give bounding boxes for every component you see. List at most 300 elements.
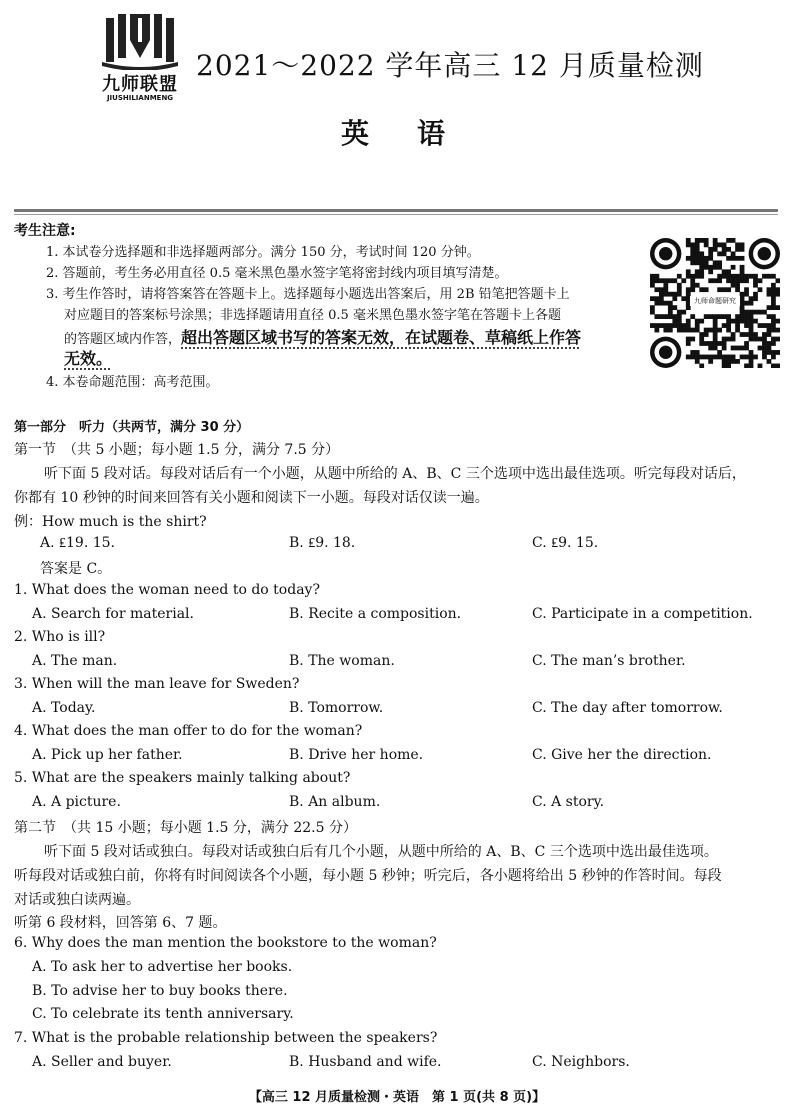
notice-item-1: 1. 本试卷分选择题和非选择题两部分。满分 150 分，考试时间 120 分钟。: [46, 245, 480, 260]
qr-module: [713, 346, 718, 351]
qr-module: [735, 328, 740, 333]
qr-module: [735, 242, 740, 247]
question-5: 5. What are the speakers mainly talking about?: [14, 770, 351, 786]
qr-module: [735, 319, 740, 324]
qr-module: [695, 251, 700, 256]
notice-item-3: 3. 考生作答时，请将答案答在答题卡上。选择题每小题选出答案后，用 2B 铅笔把答题卡上: [46, 287, 570, 302]
section1-intro-1: 听下面 5 段对话。每段对话后有一个小题，从题中所给的 A、B、C 三个选项中选出最佳选项。听完每段对话后，: [44, 466, 746, 482]
qr-module: [708, 256, 713, 261]
qr-module: [672, 314, 677, 319]
qr-module: [713, 341, 718, 346]
qr-module: [672, 305, 677, 310]
qr-module: [690, 256, 695, 261]
qr-module: [749, 301, 754, 306]
qr-module: [699, 274, 704, 279]
qr-module: [654, 287, 659, 292]
qr-module: [735, 359, 740, 364]
qr-module: [731, 337, 736, 342]
qr-module: [767, 328, 772, 333]
qr-module: [708, 355, 713, 360]
qr-module: [722, 323, 727, 328]
question-7-option-c: C. Neighbors.: [532, 1054, 630, 1070]
question-2-option-b: B. The woman.: [289, 653, 395, 669]
question-2-option-a: A. The man.: [32, 653, 118, 669]
question-6-option-b: B. To advise her to buy books there.: [32, 983, 288, 999]
question-7-option-a: A. Seller and buyer.: [32, 1054, 172, 1070]
qr-module: [749, 319, 754, 324]
qr-module: [726, 287, 731, 292]
section2-intro-2: 听每段对话或独白前，你将有时间阅读各个小题，每小题 5 秒钟；听完后，各小题将给出 5 秒钟的作答时间。每段: [14, 868, 722, 884]
qr-module: [663, 283, 668, 288]
qr-module: [690, 337, 695, 342]
qr-module: [749, 359, 754, 364]
logo-text-cn: 九师联盟: [102, 74, 178, 95]
notice-item-3-cont2-text: 的答题区域内作答，: [64, 332, 182, 347]
qr-module: [767, 341, 772, 346]
qr-module: [731, 274, 736, 279]
qr-module: [771, 274, 776, 279]
qr-module: [699, 341, 704, 346]
qr-module: [771, 319, 776, 324]
qr-module: [753, 292, 758, 297]
qr-module: [659, 296, 664, 301]
qr-module: [758, 364, 763, 368]
qr-module: [744, 301, 749, 306]
qr-module: [654, 328, 659, 333]
question-4-option-c: C. Give her the direction.: [532, 747, 712, 763]
qr-module: [749, 355, 754, 360]
qr-module: [744, 287, 749, 292]
qr-module: [771, 305, 776, 310]
qr-module: [767, 346, 772, 351]
header-divider-thin: [14, 214, 778, 215]
qr-module: [650, 274, 655, 279]
qr-module: [771, 296, 776, 301]
qr-module: [722, 364, 727, 368]
qr-module: [677, 292, 682, 297]
qr-module: [740, 278, 745, 283]
qr-module: [735, 346, 740, 351]
qr-module: [726, 323, 731, 328]
qr-module: [762, 337, 767, 342]
qr-module: [771, 355, 776, 360]
qr-module: [654, 323, 659, 328]
qr-module: [695, 256, 700, 261]
qr-module: [744, 319, 749, 324]
qr-module: [690, 278, 695, 283]
qr-module: [650, 305, 655, 310]
qr-finder-pattern: [758, 247, 771, 260]
qr-module: [762, 332, 767, 337]
qr-module: [686, 337, 691, 342]
qr-module: [690, 251, 695, 256]
qr-module: [722, 274, 727, 279]
qr-module: [704, 341, 709, 346]
qr-finder-pattern: [659, 346, 672, 359]
qr-module: [726, 278, 731, 283]
qr-module: [726, 319, 731, 324]
qr-module: [740, 269, 745, 274]
qr-module: [771, 350, 776, 355]
qr-module: [663, 328, 668, 333]
qr-module: [713, 314, 718, 319]
qr-module: [722, 341, 727, 346]
qr-module: [695, 242, 700, 247]
qr-label: 九师命题研究: [690, 296, 740, 306]
exam-title: 2021～2022 学年高三 12 月质量检测: [196, 49, 704, 82]
qr-module: [708, 265, 713, 270]
qr-module: [713, 265, 718, 270]
qr-module: [668, 292, 673, 297]
qr-module: [767, 305, 772, 310]
qr-module: [758, 310, 763, 315]
qr-module: [708, 251, 713, 256]
qr-module: [695, 247, 700, 252]
qr-module: [663, 314, 668, 319]
qr-module: [744, 341, 749, 346]
qr-module: [771, 292, 776, 297]
logo-text-en: JIUSHILIANMENG: [106, 94, 174, 102]
qr-module: [753, 283, 758, 288]
qr-module: [726, 359, 731, 364]
qr-module: [776, 292, 780, 297]
qr-module: [686, 328, 691, 333]
qr-module: [668, 305, 673, 310]
qr-module: [654, 301, 659, 306]
qr-module: [744, 364, 749, 368]
qr-module: [686, 238, 691, 243]
qr-module: [753, 332, 758, 337]
page-footer: 【高三 12 月质量检测・英语 第 1 页(共 8 页)】: [248, 1090, 546, 1105]
qr-module: [677, 323, 682, 328]
qr-module: [704, 314, 709, 319]
qr-module: [659, 323, 664, 328]
qr-module: [735, 323, 740, 328]
notice-item-3-cont2: [64, 325, 581, 348]
qr-module: [677, 287, 682, 292]
qr-module: [695, 283, 700, 288]
qr-module: [758, 278, 763, 283]
notice-item-3-cont: 对应题目的答案标号涂黑；非选择题请用直径 0.5 毫米黑色墨水签字笔在答题卡上各题: [64, 308, 561, 323]
qr-module: [735, 278, 740, 283]
qr-module: [668, 328, 673, 333]
qr-module: [677, 283, 682, 288]
qr-module: [686, 355, 691, 360]
question-3-option-c: C. The day after tomorrow.: [532, 700, 723, 716]
qr-module: [767, 359, 772, 364]
qr-module: [663, 287, 668, 292]
section2-heading: 第二节 （共 15 小题；每小题 1.5 分，满分 22.5 分）: [14, 820, 357, 836]
qr-module: [717, 260, 722, 265]
qr-module: [726, 269, 731, 274]
qr-module: [686, 269, 691, 274]
qr-module: [695, 269, 700, 274]
qr-module: [695, 274, 700, 279]
qr-module: [740, 301, 745, 306]
qr-module: [767, 287, 772, 292]
qr-module: [749, 310, 754, 315]
qr-module: [681, 328, 686, 333]
qr-module: [668, 278, 673, 283]
qr-module: [722, 251, 727, 256]
qr-module: [722, 359, 727, 364]
qr-module: [677, 310, 682, 315]
qr-module: [717, 355, 722, 360]
qr-module: [654, 278, 659, 283]
qr-module: [753, 296, 758, 301]
qr-module: [708, 314, 713, 319]
qr-module: [663, 301, 668, 306]
qr-module: [672, 292, 677, 297]
qr-module: [762, 323, 767, 328]
qr-module: [740, 319, 745, 324]
qr-module: [726, 256, 731, 261]
qr-module: [771, 314, 776, 319]
qr-module: [713, 337, 718, 342]
qr-module: [726, 274, 731, 279]
qr-module: [708, 346, 713, 351]
qr-module: [708, 359, 713, 364]
qr-module: [699, 256, 704, 261]
qr-module: [659, 287, 664, 292]
qr-module: [758, 346, 763, 351]
qr-module: [776, 278, 780, 283]
qr-module: [762, 350, 767, 355]
qr-module: [744, 323, 749, 328]
section1-intro-2: 你都有 10 秒钟的时间来回答有关小题和阅读下一小题。每段对话仅读一遍。: [14, 490, 489, 506]
qr-module: [726, 328, 731, 333]
example-option-a: A. ₤19. 15.: [40, 535, 115, 551]
qr-module: [744, 292, 749, 297]
qr-module: [672, 323, 677, 328]
qr-module: [740, 296, 745, 301]
qr-module: [690, 314, 695, 319]
qr-module: [672, 319, 677, 324]
qr-module: [717, 251, 722, 256]
subject-title: 英语: [340, 117, 493, 150]
question-1-option-a: A. Search for material.: [32, 606, 194, 622]
qr-module: [726, 355, 731, 360]
qr-module: [659, 301, 664, 306]
qr-module: [695, 328, 700, 333]
qr-module: [771, 337, 776, 342]
qr-module: [695, 319, 700, 324]
qr-module: [699, 332, 704, 337]
qr-module: [726, 238, 731, 243]
qr-module: [726, 314, 731, 319]
qr-module: [699, 265, 704, 270]
qr-module: [695, 355, 700, 360]
qr-module: [762, 310, 767, 315]
qr-module: [668, 310, 673, 315]
qr-module: [668, 323, 673, 328]
qr-module: [699, 260, 704, 265]
qr-module: [776, 337, 780, 342]
qr-module: [699, 287, 704, 292]
qr-module: [744, 346, 749, 351]
logo: [100, 10, 180, 106]
qr-module: [686, 323, 691, 328]
qr-module: [672, 296, 677, 301]
qr-module: [695, 323, 700, 328]
qr-module: [713, 355, 718, 360]
material-6-instruction: 听第 6 段材料，回答第 6、7 题。: [14, 915, 227, 931]
qr-module: [708, 247, 713, 252]
qr-module: [776, 350, 780, 355]
qr-module: [708, 269, 713, 274]
qr-module: [731, 256, 736, 261]
notice-emphasis-end: 无效。: [64, 349, 113, 368]
qr-module: [713, 323, 718, 328]
qr-module: [650, 296, 655, 301]
qr-module: [771, 328, 776, 333]
qr-module: [722, 346, 727, 351]
qr-module: [717, 287, 722, 292]
qr-module: [690, 328, 695, 333]
qr-module: [744, 314, 749, 319]
qr-module: [654, 314, 659, 319]
qr-module: [677, 314, 682, 319]
qr-module: [776, 364, 780, 368]
qr-module: [695, 359, 700, 364]
qr-module: [731, 319, 736, 324]
qr-module: [762, 355, 767, 360]
qr-module: [668, 314, 673, 319]
qr-module: [753, 319, 758, 324]
qr-module: [663, 292, 668, 297]
qr-module: [753, 337, 758, 342]
qr-module: [753, 274, 758, 279]
qr-module: [713, 238, 718, 243]
qr-module: [717, 278, 722, 283]
qr-module: [771, 341, 776, 346]
qr-module: [740, 256, 745, 261]
qr-module: [776, 305, 780, 310]
qr-module: [699, 337, 704, 342]
header-divider: [14, 209, 778, 212]
qr-module: [758, 337, 763, 342]
qr-module: [762, 274, 767, 279]
question-3-option-a: A. Today.: [32, 700, 96, 716]
qr-module: [767, 292, 772, 297]
qr-module: [722, 355, 727, 360]
qr-module: [722, 337, 727, 342]
qr-module: [740, 346, 745, 351]
qr-module: [740, 242, 745, 247]
qr-module: [672, 278, 677, 283]
example-option-b: B. ₤9. 18.: [289, 535, 356, 551]
qr-finder-pattern: [659, 247, 672, 260]
qr-module: [654, 274, 659, 279]
qr-module: [704, 260, 709, 265]
qr-module: [704, 238, 709, 243]
qr-module: [722, 269, 727, 274]
question-5-option-b: B. An album.: [289, 794, 381, 810]
qr-module: [735, 283, 740, 288]
question-3-option-b: B. Tomorrow.: [289, 700, 384, 716]
qr-module: [740, 292, 745, 297]
qr-module: [771, 283, 776, 288]
qr-module: [654, 296, 659, 301]
qr-module: [776, 287, 780, 292]
qr-module: [699, 319, 704, 324]
qr-module: [690, 287, 695, 292]
qr-module: [690, 247, 695, 252]
question-1-option-b: B. Recite a composition.: [289, 606, 462, 622]
qr-module: [767, 350, 772, 355]
qr-module: [699, 364, 704, 368]
qr-module: [695, 260, 700, 265]
qr-module: [717, 341, 722, 346]
qr-module: [713, 319, 718, 324]
qr-module: [744, 332, 749, 337]
qr-module: [690, 283, 695, 288]
qr-module: [695, 238, 700, 243]
qr-module: [704, 332, 709, 337]
notice-item-4: 4. 本卷命题范围：高考范围。: [46, 375, 219, 390]
qr-module: [749, 323, 754, 328]
qr-module: [735, 274, 740, 279]
qr-module: [740, 332, 745, 337]
qr-module: [731, 332, 736, 337]
qr-module: [726, 247, 731, 252]
qr-module: [735, 256, 740, 261]
question-6: 6. Why does the man mention the bookstore to the woman?: [14, 935, 437, 951]
qr-module: [731, 278, 736, 283]
question-3: 3. When will the man leave for Sweden?: [14, 676, 300, 692]
qr-module: [717, 328, 722, 333]
qr-module: [686, 341, 691, 346]
qr-module: [704, 287, 709, 292]
example-option-c: C. ₤9. 15.: [532, 535, 599, 551]
qr-module: [663, 278, 668, 283]
qr-module: [686, 319, 691, 324]
qr-module: [690, 242, 695, 247]
qr-module: [771, 364, 776, 368]
qr-module: [699, 269, 704, 274]
qr-module: [677, 319, 682, 324]
question-4-option-a: A. Pick up her father.: [32, 747, 183, 763]
qr-module: [740, 274, 745, 279]
logo-emblem-icon: [100, 10, 180, 70]
qr-module: [690, 350, 695, 355]
qr-module: [731, 251, 736, 256]
question-2-option-c: C. The man’s brother.: [532, 653, 686, 669]
section2-intro-3: 对话或独白读两遍。: [14, 892, 140, 908]
question-4-option-b: B. Drive her home.: [289, 747, 424, 763]
qr-module: [690, 260, 695, 265]
qr-module: [767, 274, 772, 279]
qr-module: [650, 283, 655, 288]
qr-module: [749, 337, 754, 342]
qr-module: [722, 247, 727, 252]
qr-module: [717, 242, 722, 247]
qr-module: [722, 242, 727, 247]
qr-module: [762, 346, 767, 351]
qr-module: [731, 265, 736, 270]
qr-module: [740, 314, 745, 319]
qr-module: [681, 296, 686, 301]
question-6-option-c: C. To celebrate its tenth anniversary.: [32, 1006, 294, 1022]
qr-module: [650, 278, 655, 283]
qr-module: [717, 350, 722, 355]
qr-module: [699, 355, 704, 360]
question-5-option-a: A. A picture.: [32, 794, 121, 810]
qr-module: [731, 346, 736, 351]
qr-module: [731, 283, 736, 288]
qr-module: [708, 341, 713, 346]
qr-module: [749, 328, 754, 333]
